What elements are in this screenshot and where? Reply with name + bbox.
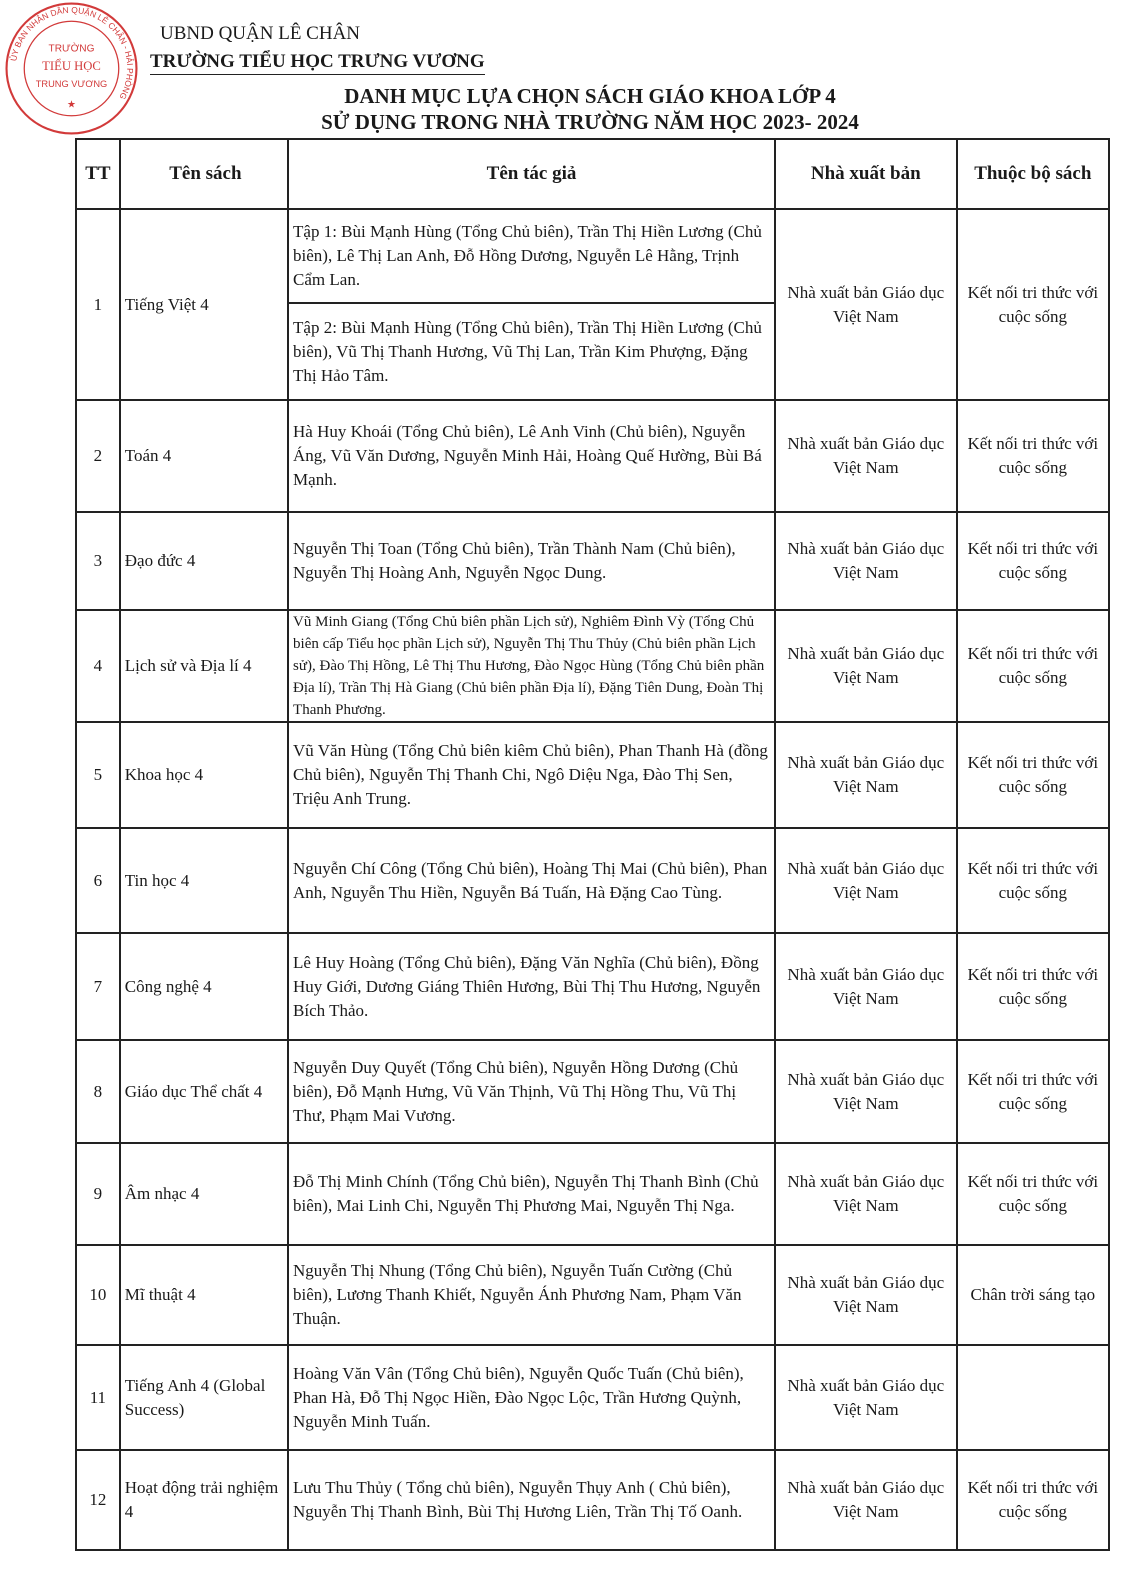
publisher: Nhà xuất bản Giáo dục Việt Nam [775,933,957,1040]
svg-text:TRUNG VƯƠNG: TRUNG VƯƠNG [35,79,108,90]
col-header-authors: Tên tác giả [288,139,775,209]
book-series: Kết nối tri thức với cuộc sống [957,209,1109,400]
authors: Lê Huy Hoàng (Tổng Chủ biên), Đặng Văn Nghĩa (Chủ biên), Đồng Huy Giới, Dương Giáng Thiên Hương, Bùi Thị Thu Hương, Nguyễn Bích Thảo. [288,933,775,1040]
book-series: Kết nối tri thức với cuộc sống [957,1040,1109,1143]
row-number: 10 [76,1245,120,1345]
table-row [76,400,1109,512]
school-stamp [4,1,139,136]
book-series: Kết nối tri thức với cuộc sống [957,933,1109,1040]
row-number: 7 [76,933,120,1040]
book-name: Đạo đức 4 [120,512,288,610]
table-row [76,933,1109,1040]
table-row [76,1040,1109,1143]
authors: Nguyễn Duy Quyết (Tổng Chủ biên), Nguyễn Hồng Dương (Chủ biên), Đỗ Mạnh Hưng, Vũ Văn Thịnh, Vũ Thị Hồng Thu, Vũ Thị Thư, Phạm Mai Vương. [288,1040,775,1143]
textbook-table [75,138,1110,1551]
authors: Tập 1: Bùi Mạnh Hùng (Tổng Chủ biên), Trần Thị Hiền Lương (Chủ biên), Lê Thị Lan Anh, Đỗ Hồng Dương, Nguyễn Lê Hằng, Trịnh Cẩm Lan. [288,209,775,303]
book-series: Kết nối tri thức với cuộc sống [957,828,1109,933]
book-series: Kết nối tri thức với cuộc sống [957,400,1109,512]
book-name: Khoa học 4 [120,722,288,828]
publisher: Nhà xuất bản Giáo dục Việt Nam [775,1143,957,1245]
publisher: Nhà xuất bản Giáo dục Việt Nam [775,610,957,722]
publisher: Nhà xuất bản Giáo dục Việt Nam [775,512,957,610]
publisher: Nhà xuất bản Giáo dục Việt Nam [775,1245,957,1345]
authors: Nguyễn Thị Nhung (Tổng Chủ biên), Nguyễn Tuấn Cường (Chủ biên), Lương Thanh Khiết, Nguyễn Ánh Phương Nam, Phạm Văn Thuận. [288,1245,775,1345]
row-number: 11 [76,1345,120,1450]
book-series: Kết nối tri thức với cuộc sống [957,512,1109,610]
book-series: Kết nối tri thức với cuộc sống [957,1143,1109,1245]
book-series: Kết nối tri thức với cuộc sống [957,610,1109,722]
book-series: Kết nối tri thức với cuộc sống [957,722,1109,828]
svg-text:TRƯỜNG: TRƯỜNG [48,43,95,55]
publisher: Nhà xuất bản Giáo dục Việt Nam [775,828,957,933]
row-number: 4 [76,610,120,722]
publisher: Nhà xuất bản Giáo dục Việt Nam [775,1450,957,1550]
authors: Hoàng Văn Vân (Tổng Chủ biên), Nguyễn Quốc Tuấn (Chủ biên), Phan Hà, Đỗ Thị Ngọc Hiền, Đào Ngọc Lộc, Trần Hương Quỳnh, Nguyễn Minh Tuấn. [288,1345,775,1450]
book-name: Công nghệ 4 [120,933,288,1040]
book-name: Tin học 4 [120,828,288,933]
book-name: Toán 4 [120,400,288,512]
authors: Lưu Thu Thủy ( Tổng chủ biên), Nguyễn Thụy Anh ( Chủ biên), Nguyễn Thị Thanh Bình, Bùi Thị Hương Liên, Trần Thị Tố Oanh. [288,1450,775,1550]
row-number: 9 [76,1143,120,1245]
authors: Hà Huy Khoái (Tổng Chủ biên), Lê Anh Vinh (Chủ biên), Nguyễn Áng, Vũ Văn Dương, Nguyễn Minh Hải, Hoàng Quế Hường, Bùi Bá Mạnh. [288,400,775,512]
book-name: Hoạt động trải nghiệm 4 [120,1450,288,1550]
book-name: Âm nhạc 4 [120,1143,288,1245]
col-header-tt: TT [76,139,120,209]
table-row [76,828,1109,933]
book-series: Chân trời sáng tạo [957,1245,1109,1345]
table-row [76,722,1109,828]
svg-text:TIỂU HỌC: TIỂU HỌC [42,59,101,74]
authors: Tập 2: Bùi Mạnh Hùng (Tổng Chủ biên), Trần Thị Hiền Lương (Chủ biên), Vũ Thị Thanh Hương, Vũ Thị Lan, Trần Kim Phượng, Đặng Thị Hảo Tâm. [288,303,775,400]
authors: Đỗ Thị Minh Chính (Tổng Chủ biên), Nguyễn Thị Thanh Bình (Chủ biên), Mai Linh Chi, Nguyễn Thị Phương Mai, Nguyễn Thị Nga. [288,1143,775,1245]
publisher: Nhà xuất bản Giáo dục Việt Nam [775,1040,957,1143]
book-name: Tiếng Việt 4 [120,209,288,400]
authors: Vũ Văn Hùng (Tổng Chủ biên kiêm Chủ biên), Phan Thanh Hà (đồng Chủ biên), Nguyễn Thị Thanh Chi, Ngô Diệu Nga, Đào Thị Sen, Triệu Anh Trung. [288,722,775,828]
table-row [76,1345,1109,1450]
table-row [76,512,1109,610]
publisher: Nhà xuất bản Giáo dục Việt Nam [775,209,957,400]
table-row [76,610,1109,722]
row-number: 1 [76,209,120,400]
row-number: 5 [76,722,120,828]
row-number: 2 [76,400,120,512]
authority-name: UBND QUẬN LÊ CHÂN [160,23,361,44]
table-row [76,209,1109,303]
book-series: Kết nối tri thức với cuộc sống [957,1450,1109,1550]
col-header-publisher: Nhà xuất bản [775,139,957,209]
publisher: Nhà xuất bản Giáo dục Việt Nam [775,722,957,828]
book-name: Mĩ thuật 4 [120,1245,288,1345]
svg-text:★: ★ [66,99,77,111]
table-row [76,1245,1109,1345]
svg-text:ỦY BAN NHÂN DÂN QUẬN LÊ CHÂN -: ỦY BAN NHÂN DÂN QUẬN LÊ CHÂN - HẢI PHÒNG [8,4,136,102]
table-row [76,1143,1109,1245]
book-name: Lịch sử và Địa lí 4 [120,610,288,722]
authors: Vũ Minh Giang (Tổng Chủ biên phần Lịch sử), Nghiêm Đình Vỳ (Tổng Chủ biên cấp Tiểu học phần Lịch sử), Nguyễn Thị Thu Thủy (Chủ biên phần Lịch sử), Đào Thị Hồng, Lê Thị Thu Hương, Đào Ngọc Hùng (Tổng Chủ biên phần Địa lí), Trần Thị Hà Giang (Chủ biên phần Địa lí), Đặng Tiên Dung, Đoàn Thị Thanh Phương. [288,610,775,722]
document-subtitle: SỬ DỤNG TRONG NHÀ TRƯỜNG NĂM HỌC 2023- 2024 [321,110,859,134]
row-number: 6 [76,828,120,933]
publisher: Nhà xuất bản Giáo dục Việt Nam [775,400,957,512]
table-header-row [76,139,1109,209]
authors: Nguyễn Chí Công (Tổng Chủ biên), Hoàng Thị Mai (Chủ biên), Phan Anh, Nguyễn Thu Hiền, Nguyễn Bá Tuấn, Hà Đặng Cao Tùng. [288,828,775,933]
school-name: TRƯỜNG TIỂU HỌC TRƯNG VƯƠNG [150,50,485,75]
book-name: Tiếng Anh 4 (Global Success) [120,1345,288,1450]
row-number: 12 [76,1450,120,1550]
authors: Nguyễn Thị Toan (Tổng Chủ biên), Trần Thành Nam (Chủ biên), Nguyễn Thị Hoàng Anh, Nguyễn Ngọc Dung. [288,512,775,610]
row-number: 8 [76,1040,120,1143]
publisher: Nhà xuất bản Giáo dục Việt Nam [775,1345,957,1450]
book-name: Giáo dục Thể chất 4 [120,1040,288,1143]
col-header-series: Thuộc bộ sách [957,139,1109,209]
col-header-book: Tên sách [120,139,288,209]
document-title: DANH MỤC LỰA CHỌN SÁCH GIÁO KHOA LỚP 4 [344,84,836,108]
book-series [957,1345,1109,1450]
row-number: 3 [76,512,120,610]
table-row [76,1450,1109,1550]
